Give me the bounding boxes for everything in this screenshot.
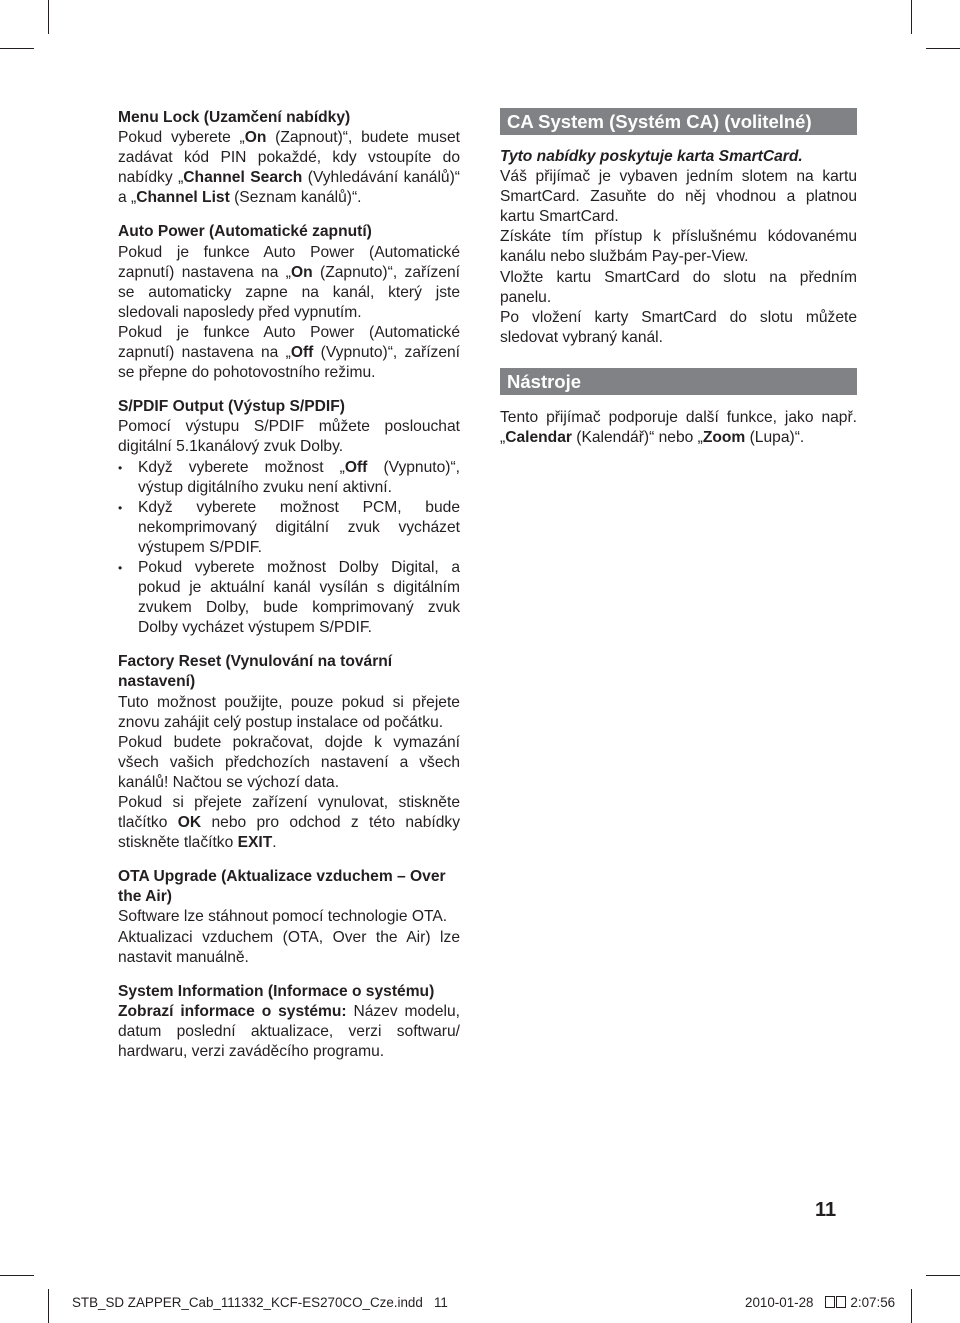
spdif-b1-b: (Vypnuto)“, výstup digitálního zvuku není aktivní. (138, 458, 460, 496)
auto-power-p1-a: Pokud je funkce Auto Power (Automatické zapnutí) nastavena na „ (118, 243, 460, 281)
spdif-bullet-off (118, 458, 460, 498)
factory-reset-paragraph-1: Tuto možnost použijte, pouze pokud si přejete znovu zahájit celý postup instalace od počátku. (118, 693, 460, 731)
page-number: 11 (815, 1199, 837, 1221)
factory-reset-p3-a: Pokud si přejete zařízení vynulovat, stiskněte tlačítko (118, 794, 460, 832)
auto-power-p1-b: (Zapnuto)“, zařízení se automaticky zapne na kanál, který jste sledovali naposledy před vypnutím. (118, 263, 460, 321)
spdif-b1-a: Když vyberete možnost „ (138, 458, 345, 476)
ca-system-paragraph-3: Vložte kartu SmartCard do slotu na předním panelu. (500, 268, 857, 306)
ca-system-title-bar: CA System (Systém CA) (volitelné) (500, 108, 857, 135)
section-ca-system (500, 108, 857, 348)
slug-time: 2:07:56 (850, 1295, 896, 1310)
section-system-information (118, 982, 460, 1062)
section-ota-upgrade (118, 867, 460, 967)
factory-reset-p3-b: nebo pro odchod z této nabídky stiskněte tlačítko (118, 814, 460, 852)
menu-lock-on: On (244, 129, 267, 147)
factory-reset-p3-c: . (272, 834, 277, 852)
crop-mark-right-top (926, 48, 960, 49)
section-factory-reset (118, 652, 460, 853)
factory-reset-heading: Factory Reset (Vynulování na tovární nastavení) (118, 653, 393, 691)
crop-mark-top-left (48, 0, 49, 34)
ota-paragraph-2: Aktualizaci vzduchem (OTA, Over the Air) lze nastavit manuálně. (118, 928, 460, 966)
auto-power-paragraph-2 (118, 323, 460, 383)
slug-date: 2010-01-28 (745, 1295, 814, 1310)
auto-power-p2-off: Off (290, 344, 314, 362)
spdif-bullet-dolby: • Pokud vyberete možnost Dolby Digital, a pokud je aktuální kanál vysílán s digitálním zvukem Dolby, bude komprimovaný zvuk Dolby vycházet výstupem S/PDIF. (118, 558, 460, 638)
ca-system-paragraph-1: Váš přijímač je vybaven jedním slotem na kartu SmartCard. Zasuňte do něj vhodnou a platnou kartu SmartCard. (500, 168, 857, 226)
ca-system-subtitle: Tyto nabídky poskytuje karta SmartCard. (500, 148, 803, 165)
tools-paragraph (500, 408, 857, 448)
sysinfo-lead: Zobrazí informace o systému: (118, 1002, 347, 1020)
factory-reset-paragraph-2: Pokud budete pokračovat, dojde k vymazání všech vašich předchozích nastavení a všech kanálů! Načtou se výchozí data. (118, 733, 460, 791)
spdif-b1-off: Off (344, 458, 368, 476)
section-menu-lock (118, 108, 460, 208)
spdif-intro: Pomocí výstupu S/PDIF můžete poslouchat digitální 5.1kanálový zvuk Dolby. (118, 418, 460, 456)
sysinfo-paragraph (118, 1002, 460, 1062)
menu-lock-channel-list: Channel List (136, 189, 230, 207)
auto-power-heading: Auto Power (Automatické zapnutí) (118, 223, 372, 241)
slug-date-time (745, 1294, 895, 1312)
crop-mark-top-right (911, 0, 912, 34)
menu-lock-text-1: Pokud vyberete „ (118, 129, 245, 147)
auto-power-p2-b: (Vypnuto)“, zařízení se přepne do pohotovostního režimu. (118, 344, 461, 382)
auto-power-paragraph-1 (118, 243, 460, 323)
spdif-bullet-pcm: • Když vyberete možnost PCM, bude nekomprimovaný digitální zvuk vycházet výstupem S/PDIF. (118, 498, 460, 558)
menu-lock-text (118, 128, 460, 208)
auto-power-p2-a: Pokud je funkce Auto Power (Automatické zapnutí) nastavena na „ (118, 323, 460, 362)
crop-mark-right-bottom (926, 1275, 960, 1276)
crop-mark-left-bottom (0, 1275, 34, 1276)
factory-reset-ok: OK (177, 814, 202, 832)
ca-system-paragraph-4: Po vložení karty SmartCard do slotu můžete sledovat vybraný kanál. (500, 308, 857, 346)
sysinfo-heading: System Information (Informace o systému) (118, 982, 435, 1000)
section-auto-power (118, 222, 460, 383)
ota-heading: OTA Upgrade (Aktualizace vzduchem – Over the Air) (118, 868, 446, 906)
tools-title-bar: Nástroje (500, 368, 857, 395)
menu-lock-text-4: (Seznam kanálů)“. (229, 189, 362, 207)
menu-lock-heading: Menu Lock (Uzamčení nabídky) (118, 109, 351, 126)
menu-lock-text-3: (Vyhledávání kanálů)“ a „ (118, 169, 460, 207)
factory-reset-paragraph-3 (118, 793, 460, 853)
factory-reset-exit: EXIT (237, 834, 273, 852)
left-column (118, 108, 460, 1076)
tools-text-2: (Kalendář)“ nebo „ (571, 429, 703, 447)
missing-glyph-icon (836, 1296, 846, 1308)
spdif-heading: S/PDIF Output (Výstup S/PDIF) (118, 398, 345, 416)
crop-mark-bottom-right (911, 1289, 912, 1323)
slug-file-info: STB_SD ZAPPER_Cab_111332_KCF-ES270CO_Cze.indd 11 (72, 1295, 448, 1310)
ca-system-paragraph-2: Získáte tím přístup k příslušnému kódovanému kanálu nebo službám Pay-per-View. (500, 228, 857, 266)
auto-power-p1-on: On (290, 263, 313, 281)
menu-lock-text-2: (Zapnout)“, budete muset zadávat kód PIN pokaždé, kdy vstoupíte do nabídky „ (118, 129, 460, 187)
menu-lock-channel-search: Channel Search (183, 169, 303, 187)
sysinfo-text: Název modelu, datum poslední aktualizace, verzi softwaru/ hardwaru, verzi zaváděcího programu. (118, 1002, 460, 1061)
tools-text-1: Tento přijímač podporuje další funkce, jako např. „ (500, 408, 857, 447)
right-column (500, 108, 857, 462)
tools-text-3: (Lupa)“. (745, 429, 805, 447)
section-spdif (118, 397, 460, 638)
tools-zoom: Zoom (702, 429, 746, 447)
section-tools (500, 368, 857, 448)
spdif-bullet-list (118, 458, 460, 639)
missing-glyph-icon (825, 1296, 835, 1308)
tools-calendar: Calendar (505, 429, 572, 447)
crop-mark-left-top (0, 48, 34, 49)
ota-paragraph-1: Software lze stáhnout pomocí technologie OTA. (118, 908, 448, 926)
crop-mark-bottom-left (48, 1289, 49, 1323)
